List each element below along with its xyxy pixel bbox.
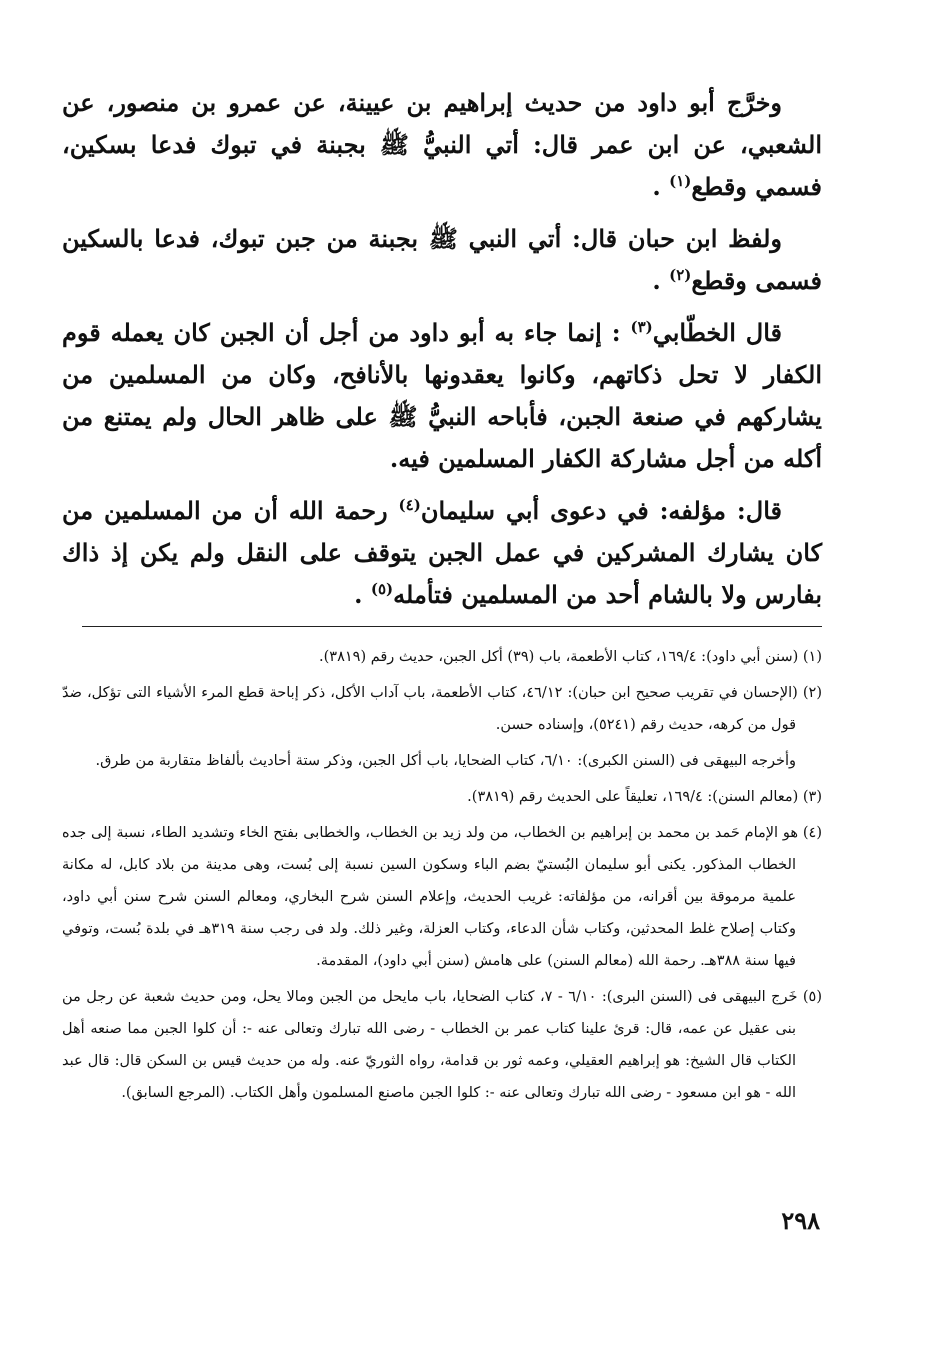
footnote-5: (٥) خَرج البيهقى فى (السنن البرى): ٦/١٠ - ٧، كتاب الضحايا، باب مايحل من الجبن ومالا يحل، ومن حديث شعبة عن رجل من بنى عقيل عن عمه، قال: قرئ علينا كتاب عمر بن الخطاب - رضى الله تبارك وتعالى عنه -: أن كلوا الجبن مما صنعه أهل الكتاب قال الشيخ: هو إبراهيم العقيلي، وعمه ثور بن قدامة، رواه الثوريّ عنه. وله من حديث قيس بن السكن قال: قال عبد الله - هو ابن مسعود - رضى الله تبارك وتعالى عنه -: كلوا الجبن ماصنع المسلمون وأهل الكتاب. (المرجع السابق). xyxy=(62,989,822,1101)
footnote-3: (٣) (معالم السنن): ١٦٩/٤، تعليقاً على الحديث رقم (٣٨١٩). xyxy=(467,789,822,805)
paragraph-text: ولفظ ابن حبان قال: أتي النبي ﷺ بجبنة من جبن تبوك، فدعا بالسكين فسمى وقطع xyxy=(62,224,822,295)
footnote-2: (٢) (الإحسان في تقريب صحيح ابن حبان): ٤٦/١٢، كتاب الأطعمة، باب آداب الأكل، ذكر إباحة قطع المرء الأشياء التى تؤكل، ضدّ قول من كرهه، حديث رقم (٥٢٤١)، وإسناده حسن. xyxy=(62,685,822,733)
footnote-4: (٤) هو الإمام حَمد بن محمد بن إبراهيم بن الخطاب، من ولد زيد بن الخطاب، والخطابى بفتح الخاء وتشديد الطاء، نسبة إلى جده الخطاب المذكور. يكنى أبو سليمان البُستيّ بضم الباء وسكون السين نسبة إلى بُست، وهى مدينة من بلاد كابل، له مكانة علمية مرموقة بين أقرانه، من مؤلفاته: غريب الحديث، وإعلام السنن شرح البخاري، ومعالم السنن شرح سنن أبي داود، وكتاب إصلاح غلط المحدثين، وكتاب شأن الدعاء، وكتاب العزلة، وغير ذلك. ولد فى رجب سنة ٣١٩هـ في بلدة بُست، وتوفي فيها سنة ٣٨٨هـ. رحمة الله (معالم السنن) على هامش (سنن أبي داود)، المقدمة. xyxy=(62,825,822,969)
footnote-divider xyxy=(82,626,822,627)
paragraph-text: وخرَّج أبو داود من حديث إبراهيم بن عيينة، عن عمرو بن منصور، عن الشعبي، عن ابن عمر قال: أتي النبيُّ ﷺ بجبنة في تبوك فدعا بسكين، فسمي وقطع xyxy=(62,88,822,201)
footnote-ref-2[interactable]: (٢) xyxy=(669,266,692,284)
footnote-1: (١) (سنن أبي داود): ١٦٩/٤، كتاب الأطعمة، باب (٣٩) أكل الجبن، حديث رقم (٣٨١٩). xyxy=(319,649,822,665)
footnote-ref-5[interactable]: (٥) xyxy=(370,580,394,598)
paragraph-text: : إنما جاء به أبو داود من أجل أن الجبن كان يعمله قوم الكفار لا تحل ذكاتهم، وكانوا يعقدونها بالأنافح، وكان من المسلمين من يشاركهم في صنعة الجبن، فأباحه النبيُّ ﷺ على ظاهر الحال ولم يمتنع من أكله من أجل مشاركة الكفار المسلمين فيه. xyxy=(62,318,822,473)
footnote-2-continued: وأخرجه البيهقى فى (السنن الكبرى): ٦/١٠، كتاب الضحايا، باب أكل الجبن، وذكر ستة أحاديث بألفاظ متقاربة من طرق. xyxy=(95,753,796,769)
footnote-ref-1[interactable]: (١) xyxy=(669,172,692,190)
footnote-ref-3[interactable]: (٣) xyxy=(630,318,653,336)
paragraph-ibn-hibban: ولفظ ابن حبان قال: أتي النبي ﷺ بجبنة من جبن تبوك، فدعا بالسكين فسمى وقطع$^{(٢)}$ . xyxy=(62,224,822,295)
paragraph-text: رحمة الله أن من المسلمين من كان يشارك المشركين في عمل الجبن يتوقف على النقل ولم يكن إذ ذاك بفارس ولا بالشام أحد من المسلمين فتأمله xyxy=(62,496,822,609)
footnotes xyxy=(62,641,822,1109)
page-body xyxy=(62,82,822,1113)
footnote-ref-4[interactable]: (٤) xyxy=(398,496,421,514)
paragraph-khattabi xyxy=(62,312,822,480)
page-number: ٢٩٨ xyxy=(781,1206,820,1235)
paragraph-author: قال: مؤلفه: في دعوى أبي سليمان$^{(٤)}$ رحمة الله أن من المسلمين من كان يشارك المشركين في عمل الجبن يتوقف على النقل ولم يكن إذ ذاك بفارس ولا بالشام أحد من المسلمين فتأمله$^{(٥)}$ . xyxy=(62,496,822,609)
paragraph-text: قال: مؤلفه: في دعوى أبي سليمان xyxy=(420,496,782,525)
paragraph-text: قال الخطّابي xyxy=(652,318,783,347)
paragraph-abu-dawud: وخرَّج أبو داود من حديث إبراهيم بن عيينة، عن عمرو بن منصور، عن الشعبي، عن ابن عمر قال: أتي النبيُّ ﷺ بجبنة في تبوك فدعا بسكين، فسمي وقطع$^{(١)}$ . xyxy=(62,88,822,201)
main-text xyxy=(62,82,822,616)
